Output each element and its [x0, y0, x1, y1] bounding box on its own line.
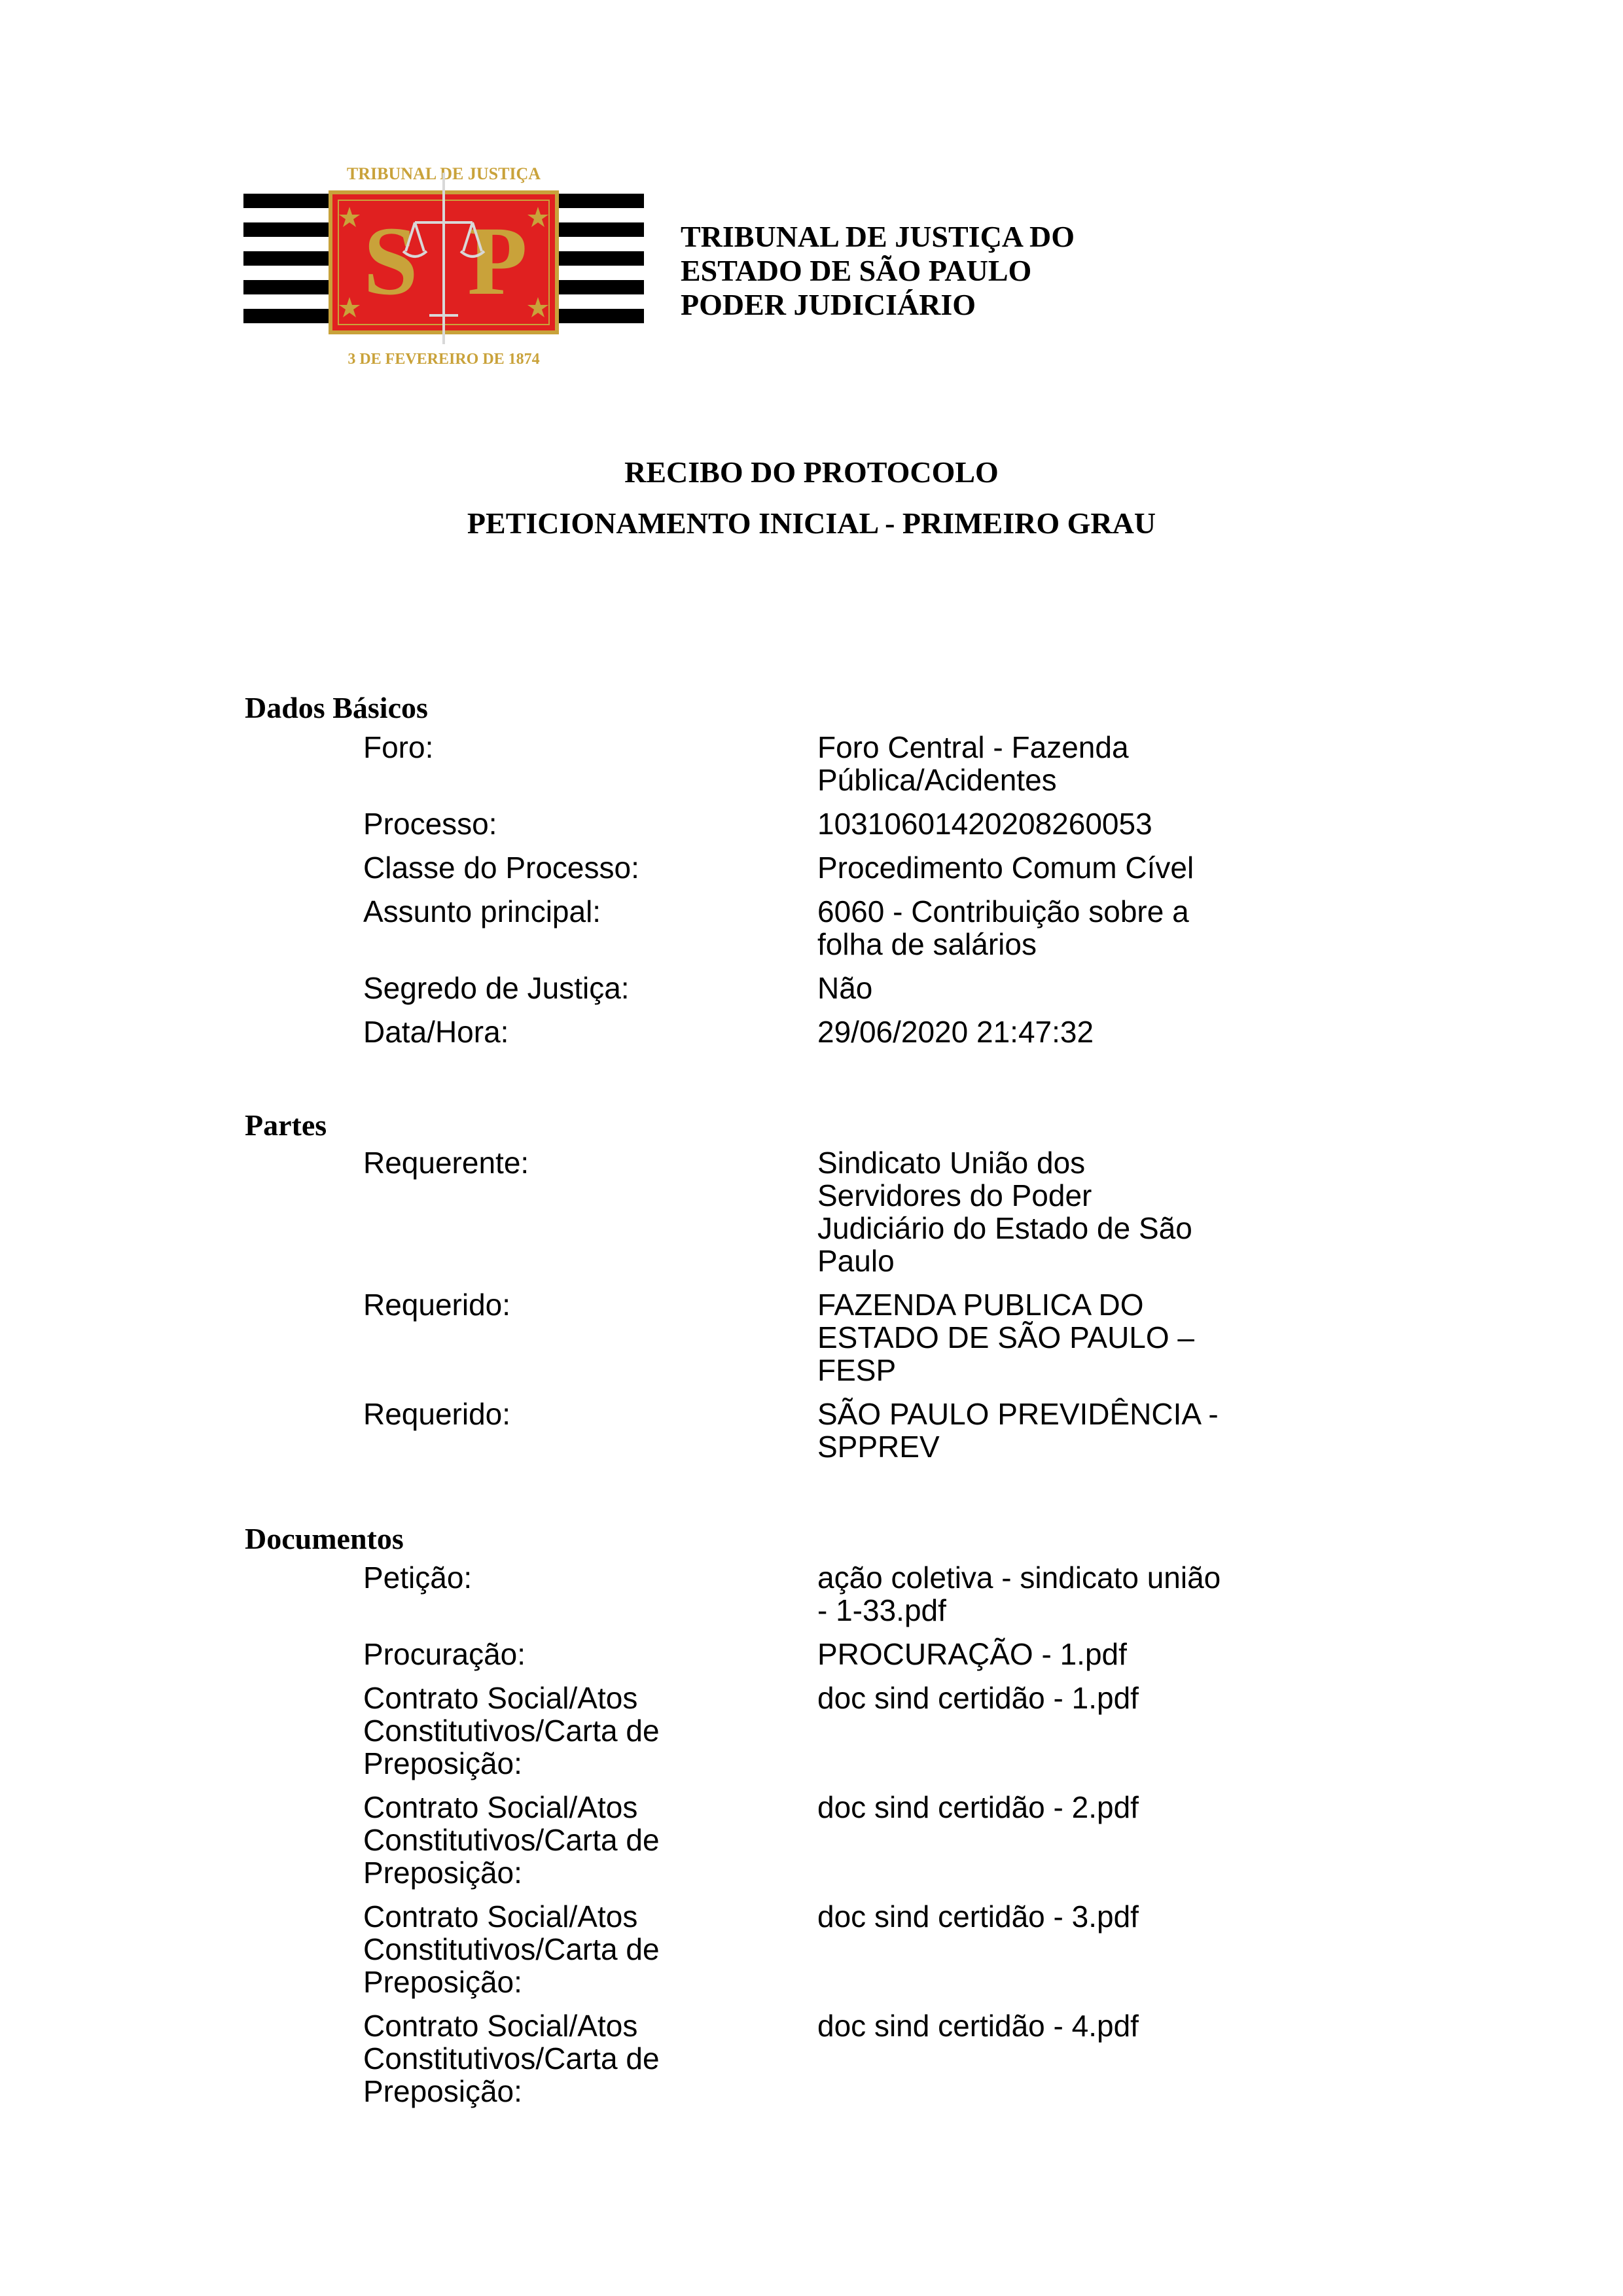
document-row-procuracao	[363, 1638, 1345, 1670]
partes-rows	[363, 1146, 1345, 1474]
field-value: 29/06/2020 21:47:32	[817, 1015, 1094, 1049]
field-row-requerido	[363, 1398, 1345, 1463]
field-label: Contrato Social/Atos Constitutivos/Carta de Preposição:	[363, 1899, 660, 1999]
field-label: Foro:	[363, 730, 434, 764]
org-header	[681, 220, 1075, 322]
field-label: Petição:	[363, 1561, 473, 1595]
field-value: SÃO PAULO PREVIDÊNCIA - SPPREV	[817, 1397, 1219, 1464]
document-filename: doc sind certidão - 3.pdf	[817, 1899, 1139, 1934]
field-label: Segredo de Justiça:	[363, 971, 630, 1005]
field-label: Processo:	[363, 807, 497, 841]
document-row-contrato-social	[363, 1791, 1345, 1889]
field-row-classe	[363, 851, 1345, 884]
org-line-2: ESTADO DE SÃO PAULO	[681, 254, 1032, 287]
field-value: FAZENDA PUBLICA DO ESTADO DE SÃO PAULO – FESP	[817, 1288, 1195, 1387]
field-row-requerido	[363, 1288, 1345, 1386]
dados-basicos-rows	[363, 731, 1345, 1059]
section-title-documentos: Documentos	[245, 1522, 404, 1555]
field-label: Contrato Social/Atos Constitutivos/Carta de Preposição:	[363, 2009, 660, 2108]
field-label: Classe do Processo:	[363, 851, 639, 885]
field-row-requerente	[363, 1146, 1345, 1277]
section-title-partes: Partes	[245, 1108, 327, 1142]
section-title-dados-basicos: Dados Básicos	[245, 691, 428, 724]
document-row-contrato-social	[363, 1900, 1345, 1998]
field-label: Requerido:	[363, 1288, 511, 1322]
field-label: Contrato Social/Atos Constitutivos/Carta de Preposição:	[363, 1790, 660, 1890]
field-row-assunto	[363, 895, 1345, 961]
logo-letter-p: P	[467, 207, 527, 315]
org-line-3: PODER JUDICIÁRIO	[681, 288, 976, 321]
document-row-contrato-social	[363, 1682, 1345, 1780]
document-filename: doc sind certidão - 2.pdf	[817, 1790, 1139, 1824]
field-value: Procedimento Comum Cível	[817, 851, 1194, 885]
field-label: Assunto principal:	[363, 894, 601, 928]
field-row-segredo	[363, 972, 1345, 1004]
field-row-data-hora	[363, 1016, 1345, 1048]
tjsp-logo	[243, 160, 644, 372]
document-title: RECIBO DO PROTOCOLO	[624, 455, 999, 489]
field-value: 10310601420208260053	[817, 807, 1152, 841]
field-row-processo	[363, 807, 1345, 840]
document-filename: doc sind certidão - 1.pdf	[817, 1681, 1139, 1715]
document-filename: ação coletiva - sindicato união - 1-33.pdf	[817, 1561, 1221, 1627]
field-value: Foro Central - Fazenda Pública/Acidentes	[817, 730, 1129, 797]
field-label: Data/Hora:	[363, 1015, 509, 1049]
field-label: Requerente:	[363, 1146, 529, 1180]
field-row-foro	[363, 731, 1345, 796]
document-row-peticao	[363, 1561, 1345, 1627]
logo-letter-s: S	[363, 207, 418, 315]
field-label: Requerido:	[363, 1397, 511, 1431]
field-value: 6060 - Contribuição sobre a folha de salários	[817, 894, 1189, 961]
documentos-rows	[363, 1561, 1345, 2119]
field-value: Não	[817, 971, 873, 1005]
logo-top-text: TRIBUNAL DE JUSTIÇA	[346, 164, 541, 183]
field-value: Sindicato União dos Servidores do Poder Judiciário do Estado de São Paulo	[817, 1146, 1192, 1278]
org-line-1: TRIBUNAL DE JUSTIÇA DO	[681, 220, 1075, 253]
logo-bottom-text: 3 DE FEVEREIRO DE 1874	[348, 351, 540, 368]
document-subtitle: PETICIONAMENTO INICIAL - PRIMEIRO GRAU	[467, 506, 1156, 540]
document-filename: doc sind certidão - 4.pdf	[817, 2009, 1139, 2043]
field-label: Contrato Social/Atos Constitutivos/Carta de Preposição:	[363, 1681, 660, 1780]
document-row-contrato-social	[363, 2009, 1345, 2108]
field-label: Procuração:	[363, 1637, 526, 1671]
document-filename: PROCURAÇÃO - 1.pdf	[817, 1637, 1127, 1671]
